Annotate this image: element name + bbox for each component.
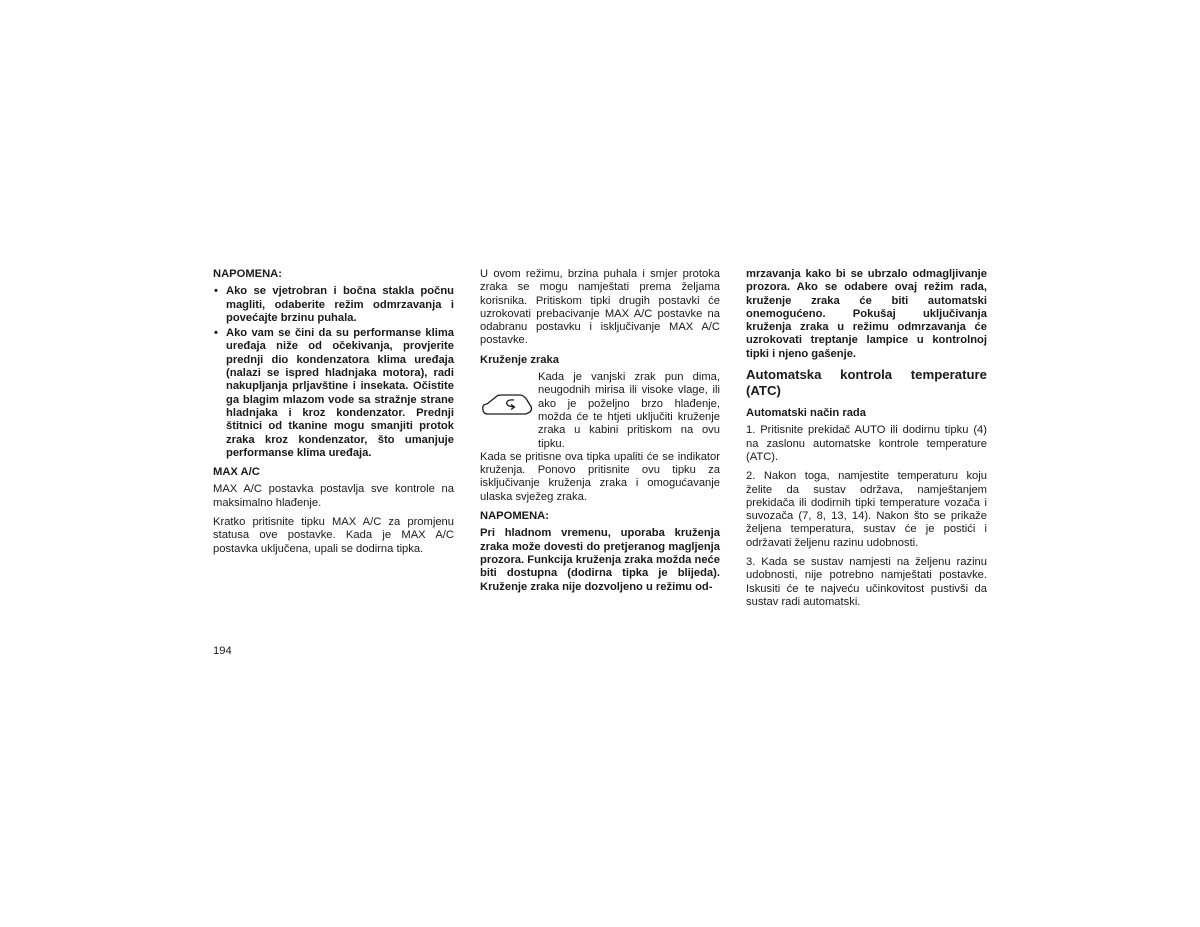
atc-heading: Automatska kontrola temperature (ATC) [746,367,987,399]
auto-mode-heading: Automatski način rada [746,407,866,420]
page-number: 194 [213,645,232,657]
note-continued: mrzavanja kako bi se ubrzalo odmagljivanje prozora. Ako se odabere ovaj režim rada, kruženje zraka će biti automatski onemogućeno. Pokušaj uključivanja kruženja zraka u režimu odmrzavanja će uzrokovati treptanje lampice u kontrolnoj tipki i njeno gašenje. [746,268,987,360]
maxac-paragraph-2: Kratko pritisnite tipku MAX A/C za promjenu statusa ove postavke. Kada je MAX A/C postavka uključena, upali se dodirna tipka. [213,516,454,555]
note-bullet-defrost: • Ako se vjetrobran i bočna stakla počnu magliti, odaberite režim odmrzavanja i povećajte brzinu puhala. [213,285,454,325]
note-text: Pri hladnom vremenu, uporaba kruženja zraka može dovesti do pretjeranog magljenja prozora. Funkcija kruženja zraka možda neće biti dostupna (dodirna tipka je blijeda). Kruženje zraka nije dozvoljeno u režimu od- [480,527,720,593]
recirculation-paragraph-2: Kada se pritisne ova tipka upaliti će se indikator kruženja. Ponovo pritisnite ovu tipku za isključivanje kruženja zraka i omogućavanje ulaska svježeg zraka. [480,450,720,503]
mode-paragraph: U ovom režimu, brzina puhala i smjer protoka zraka se mogu namještati prema željama korisnika. Pritiskom tipki drugih postavki će uzrokovati prebacivanje MAX A/C postavke na odabranu postavku i isključivanje MAX A/C postavke. [480,268,720,347]
column-1 [213,268,454,562]
maxac-heading: MAX A/C [213,466,260,479]
recirculation-icon [480,371,538,419]
note-heading-2: NAPOMENA: [480,510,549,523]
recirculation-block [480,371,720,451]
recirculation-heading: Kruženje zraka [480,353,559,366]
column-3 [746,268,987,615]
step-3: 3. Kada se sustav namjesti na željenu razinu udobnosti, nije potrebno namještati postavke. Iskusiti će te najveću učinkovitost pustivši da sustav radi automatski. [746,556,987,608]
note-bullet-condenser: • Ako vam se čini da su performanse klima uređaja niže od očekivanja, provjerite prednji dio kondenzatora klima uređaja (nalazi se ispred hladnjaka motora), radi nakupljanja prljavštine i insekata. Očistite ga blagim mlazom vode sa stražnje strane hladnjaka i kroz kondenzator. Prednji štitnici od tkanine mogu smanjiti protok zraka kroz kondenzator, što umanjuje performanse klima uređaja. [213,327,454,460]
recirculation-paragraph-1: Kada je vanjski zrak pun dima, neugodnih mirisa ili visoke vlage, ili ako je poželjno brzo hlađenje, možda će te htjeti uključiti kruženje zraka u kabini pritiskom na ovu tipku. [538,371,720,450]
note-heading: NAPOMENA: [213,268,282,280]
maxac-paragraph-1: MAX A/C postavka postavlja sve kontrole na maksimalno hlađenje. [213,483,454,509]
column-2 [480,268,720,600]
step-2: 2. Nakon toga, namjestite temperaturu koju želite da sustav održava, namještanjem prekidača ili dodirnih tipki temperature vozača i suvozača (7, 8, 13, 14). Nakon što se prikaže željena temperatura, sustav će je postići i održavati željenu razinu udobnosti. [746,470,987,549]
note-bullet-list [213,285,454,460]
step-1: 1. Pritisnite prekidač AUTO ili dodirnu tipku (4) na zaslonu automatske kontrole temperature (ATC). [746,424,987,463]
